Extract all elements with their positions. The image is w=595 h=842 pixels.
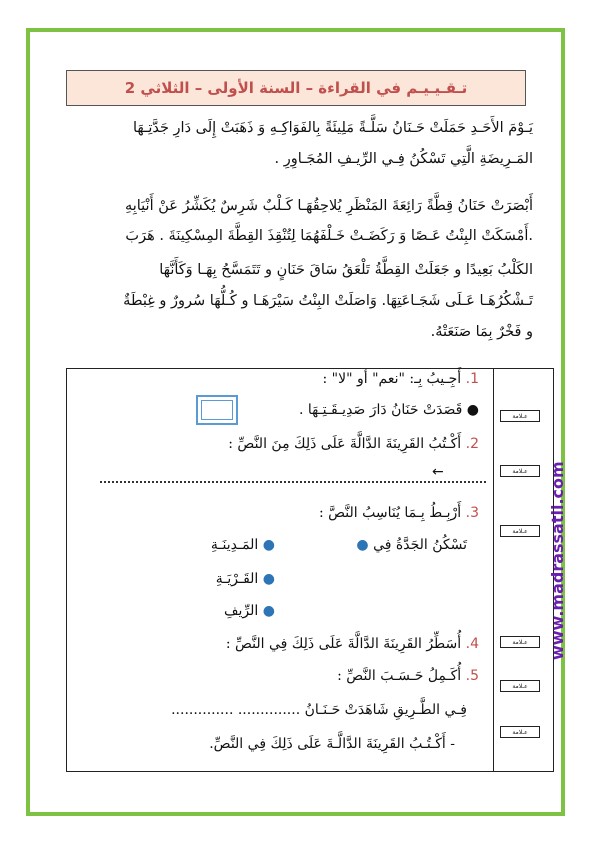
question-text: أُسَطِّرُ القَرِينَةَ الدَّالَّةَ عَلَى ذَلِكَ فِي النَّصِّ : (225, 636, 462, 652)
passage-line-5: الكَلْبُ بَعِيدًا و جَعَلَتْ القِطَّةُ تَلْعَقُ سَاقَ حَنَانٍ و تَتَمَسَّحُ بِهَـا وَكَأَنَّهَا (159, 262, 533, 278)
option-text: القَـرْيَـةِ (215, 571, 259, 587)
match-dot[interactable]: ● (262, 571, 275, 587)
question-3 (319, 505, 479, 521)
sub-text: أَكْـتُـبُ القَرِينَةَ الدَّالَّـةَ عَلَى ذَلِكَ فِي النَّصِّ. (209, 736, 446, 752)
question-1 (323, 371, 480, 387)
question-number: 3. (465, 505, 479, 521)
bullet: ● (466, 402, 479, 418)
question-number: 2. (465, 436, 479, 452)
passage-line-6: تَـشْكُرُهَـا عَـلَى شَجَـاعَتِهَا. وَاصَلَتْ البِنْتُ سَيْرَهَـا و كُـلُّهَا سُرورٌ و غِبْطَةٌ (123, 293, 533, 309)
question-number: 1. (465, 371, 479, 387)
passage-line-7: و فَخْرٌ بِمَا صَنَعَتْهُ. (430, 324, 533, 340)
passage-line-1: يَـوْمَ الأَحَـدِ حَمَلَتْ حَـنَانُ سَلَّـةً مَلِيئَةً بِالفَوَاكِـهِ وَ ذَهَبَتْ إِلَى دَارِ جَدَّتِـهَا (132, 120, 533, 136)
completion-line[interactable]: فِـي الطَّـرِيقِ شَاهَدَتْ حَـنَـانُ .............. .............. (171, 702, 467, 718)
match-option-3 (224, 603, 275, 619)
passage-line-4: .أَمْسَكَتْ البِنْتُ عَـصًا وَ رَكَضَـتْ خَـلْفَهُمَا لِتُنْقِذَ القِطَّةَ المِسْكِينَةَ . هَرَبَ (125, 228, 533, 244)
answer-box[interactable] (196, 395, 238, 425)
question-text: أَكْـتُبُ القَرِينَةَ الدَّالَّةَ عَلَى ذَلِكَ مِنَ النَّصِّ : (228, 436, 462, 452)
passage-line-2: المَـرِيضَةِ الَّتِي تَسْكُنُ فِـي الرِّيـفِ المُجَـاوِرِ . (274, 151, 533, 167)
match-left-item (356, 537, 467, 553)
question-text: أُكَـمِلُ حَـسَـبَ النَّصِّ : (337, 668, 462, 684)
statement-text: قَصَدَتْ حَنَانُ دَارَ صَدِيـقَـتِـهَا . (298, 402, 463, 418)
passage-line-3: أَبْصَرَتْ حَنَانُ قِطَّةً رَائِعَةَ المَنْظَرِ يُلاحِقُهَـا كَـلْبٌ شَرِسٌ يُكَشِّرُ عَنْ أَنْيَابِهِ (124, 198, 533, 214)
match-option-1 (211, 537, 275, 553)
question-1-item (299, 402, 479, 418)
match-option-2 (216, 571, 275, 587)
question-text: أَرْبِـطُ بِـمَا يُنَاسِبُ النَّصَّ : (318, 505, 462, 521)
question-text: أَجِـيبُ بِـ: "نعم" أو "لا" : (322, 371, 462, 387)
match-dot[interactable]: ● (262, 603, 275, 619)
option-text: المَـدِينَـةِ (210, 537, 259, 553)
score-box[interactable]: عـلامة (500, 410, 540, 422)
question-2 (228, 436, 479, 452)
dash: - (450, 736, 455, 752)
match-left-text: تَسْكُنُ الجَدَّةُ فِي (373, 537, 467, 553)
option-text: الرِّيفِ (224, 603, 259, 619)
watermark-logo: www.madrassatii.com (548, 461, 567, 660)
question-number: 5. (465, 668, 479, 684)
question-5 (337, 668, 479, 684)
question-5-sub (209, 736, 455, 752)
score-box[interactable]: عـلامة (500, 636, 540, 648)
score-box[interactable]: عـلامة (500, 465, 540, 477)
score-column (494, 368, 554, 772)
score-box[interactable]: عـلامة (500, 525, 540, 537)
match-dot[interactable]: ● (262, 537, 275, 553)
score-box[interactable]: عـلامة (500, 680, 540, 692)
answer-line[interactable] (100, 481, 486, 483)
question-4 (226, 636, 479, 652)
match-dot[interactable]: ● (356, 537, 369, 553)
page-title (66, 70, 526, 106)
question-number: 4. (465, 636, 479, 652)
score-box[interactable]: عـلامة (500, 726, 540, 738)
arrow-icon: ← (432, 464, 444, 480)
title-text: تـقـيـيـم في القراءة – السنة الأولى – الثلاثي 2 (124, 79, 468, 97)
